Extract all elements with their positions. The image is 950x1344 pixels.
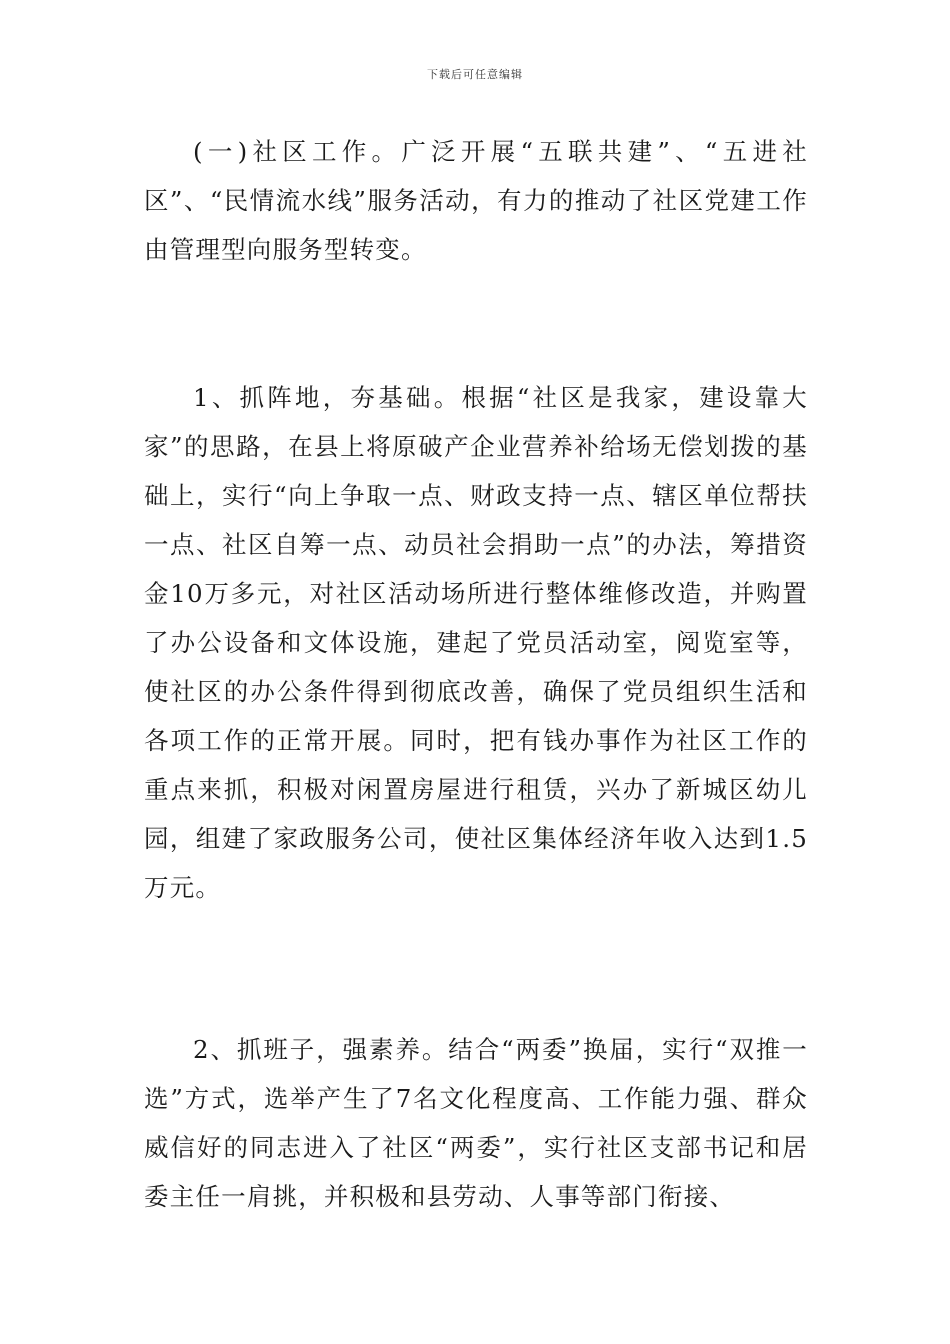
- download-note: 下载后可任意编辑: [427, 68, 523, 81]
- paragraph-community-work: (一)社区工作。广泛开展“五联共建”、“五进社区”、“民情流水线”服务活动，有力的推动了社区党建工作由管理型向服务型转变。: [144, 137, 808, 264]
- paragraph-position-building: 1、抓阵地，夯基础。根据“社区是我家，建设靠大家”的思路，在县上将原破产企业营养补给场无偿划拨的基础上，实行“向上争取一点、财政支持一点、辖区单位帮扶一点、社区自筹一点、动员社会捐助一点”的办法，筹措资金10万多元，对社区活动场所进行整体维修改造，并购置了办公设备和文体设施，建起了党员活动室，阅览室等，使社区的办公条件得到彻底改善，确保了党员组织生活和各项工作的正常开展。同时，把有钱办事作为社区工作的重点来抓，积极对闲置房屋进行租赁，兴办了新城区幼儿园，组建了家政服务公司，使社区集体经济年收入达到1.5万元。: [144, 383, 808, 902]
- paragraph-team-building: 2、抓班子，强素养。结合“两委”换届，实行“双推一选”方式，选举产生了7名文化程度高、工作能力强、群众威信好的同志进入了社区“两委”，实行社区支部书记和居委主任一肩挑，并积极和县劳动、人事等部门衔接、: [144, 1035, 808, 1211]
